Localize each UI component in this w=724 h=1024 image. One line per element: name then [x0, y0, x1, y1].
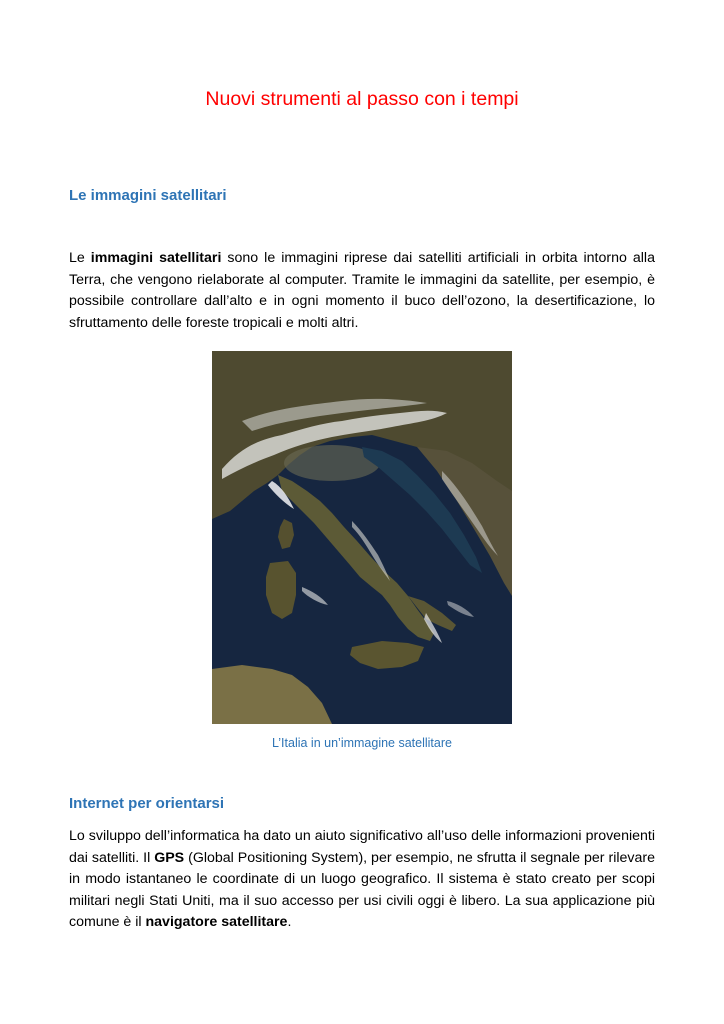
satellite-image-italy [212, 351, 512, 724]
paragraph-satellite-images [69, 248, 655, 334]
paragraph-text: . [287, 914, 292, 930]
figure-caption: L’Italia in un’immagine satellitare [272, 736, 452, 750]
bold-term-gps: GPS [154, 849, 185, 866]
page-title: Nuovi strumenti al passo con i tempi [205, 88, 519, 110]
paragraph-text: Lo sviluppo dell’informatica ha dato un aiuto significativo all’uso delle informazioni provenienti dai satelliti. Il [69, 828, 655, 866]
section-heading-satellite-images: Le immagini satellitari [69, 187, 227, 204]
bold-term-immagini-satellitari: immagini satellitari [90, 250, 222, 266]
paragraph-internet [69, 826, 655, 934]
section-heading-internet: Internet per orientarsi [69, 795, 225, 812]
paragraph-text: sono le immagini riprese dai satelliti artificiali in orbita intorno alla Terra, che vengono rielaborate al computer. Tramite le immagini da satellite, per esempio, è possibile controllare dall’alto e in ogni momento il buco dell’ozono, la desertificazione, lo sfruttamento delle foreste tropicali e molti altri. [69, 250, 655, 331]
bold-term-navigatore-satellitare: navigatore satellitare [145, 914, 288, 930]
satellite-photo-illustration [212, 351, 512, 724]
paragraph-text: (Global Positioning System), per esempio, ne sfrutta il segnale per rilevare in modo istantaneo le coordinate di un luogo geografico. Il sistema è stato creato per scopi militari negli Stati Uniti, ma il suo accesso per usi civili oggi è libero. La sua applicazione più comune è il [69, 849, 655, 930]
paragraph-text: Le [69, 250, 91, 266]
